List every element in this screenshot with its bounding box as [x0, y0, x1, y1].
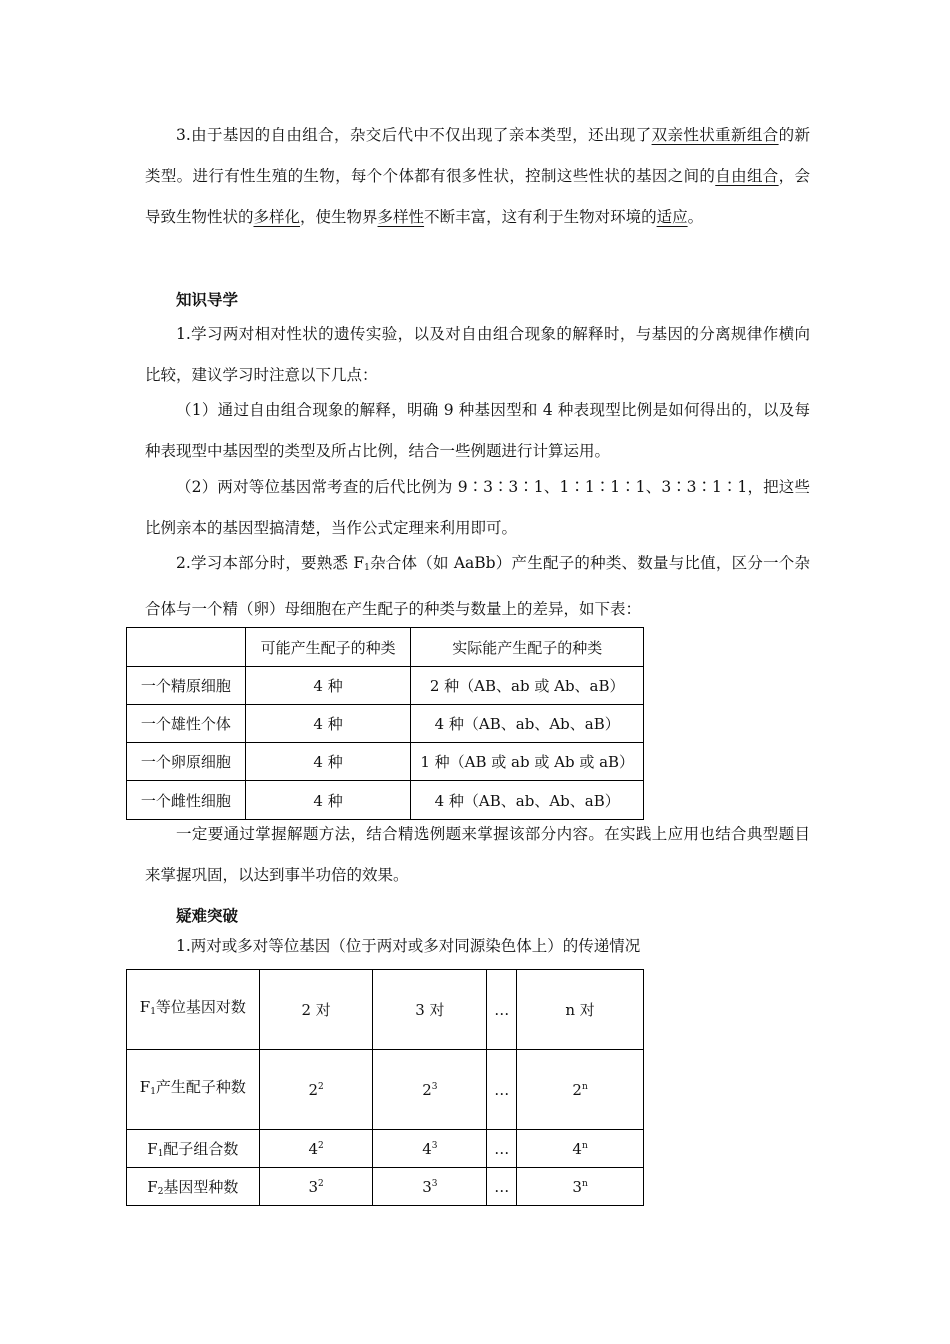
table-cell: 一个雄性个体 [127, 705, 246, 743]
table-cell [373, 1050, 487, 1130]
table-cell [259, 1130, 373, 1168]
text-run: 3 [422, 1177, 432, 1196]
text-run: ，使生物界 [300, 208, 378, 226]
superscript: n [581, 1178, 588, 1189]
section3-paragraph [145, 115, 810, 238]
table-header-cell: 可能产生配子的种类 [245, 628, 411, 667]
guide-paragraph-2: （1）通过自由组合现象的解释，明确 9 种基因型和 4 种表现型比例是如何得出的，以及每种表现型中基因型的类型及所占比例，结合一些例题进行计算运用。 [145, 401, 810, 460]
text-run: F [139, 1077, 151, 1096]
table-row [127, 743, 644, 781]
text-run: 的新类型。进行有性生殖的生物，每个个体都有很多性状，控制这些性状的基因之间的 [145, 126, 810, 185]
underlined-term: 自由组合 [715, 167, 779, 185]
table-header-cell: 实际能产生配子的种类 [411, 628, 644, 667]
table-cell [517, 1130, 644, 1168]
table-cell: 4 种 [245, 667, 411, 705]
table-cell: … [487, 1050, 517, 1130]
table-cell: 4 种（AB、ab、Ab、aB） [411, 781, 644, 820]
table-row-label [127, 1168, 260, 1206]
table-cell [259, 1168, 373, 1206]
text-run: 不断丰富，这有利于生物对环境的 [424, 208, 657, 226]
table-cell: … [487, 1168, 517, 1206]
table-cell: 2 对 [259, 970, 373, 1050]
superscript: n [581, 1081, 588, 1092]
table-row [127, 1168, 644, 1206]
subscript: 1 [150, 1086, 156, 1097]
table-row-label [127, 1050, 260, 1130]
text-run: 杂合体（如 AaBb）产生配子的种类、数量与比值，区分一个杂合体与一个精（卵）母细胞在产生配子的种类与数量上的差异，如下表： [145, 554, 810, 618]
table-cell: … [487, 970, 517, 1050]
table-cell [517, 1168, 644, 1206]
superscript: 2 [318, 1178, 324, 1189]
text-run: 3 [572, 1177, 582, 1196]
underlined-term: 适应 [656, 208, 688, 226]
table-cell: 1 种（AB 或 ab 或 Ab 或 aB） [411, 743, 644, 781]
text-run: 基因型种数 [163, 1178, 239, 1196]
table-cell [259, 1050, 373, 1130]
text-run: 4 [572, 1139, 582, 1158]
table-cell [373, 1168, 487, 1206]
text-run: 。 [687, 208, 704, 226]
superscript: 2 [318, 1081, 324, 1092]
table-row [127, 970, 644, 1050]
table-cell: … [487, 1130, 517, 1168]
difficulty-paragraph-1: 1.两对或多对等位基因（位于两对或多对同源染色体上）的传递情况 [176, 937, 641, 955]
guide-paragraph-5: 一定要通过掌握解题方法，结合精选例题来掌握该部分内容。在实践上应用也结合典型题目来掌握巩固，以达到事半功倍的效果。 [145, 825, 810, 884]
text-run: F [147, 1140, 158, 1158]
text-run: 4 [422, 1139, 432, 1158]
table-cell: 一个精原细胞 [127, 667, 246, 705]
superscript: n [581, 1140, 588, 1151]
table-cell: 2 种（AB、ab 或 Ab、aB） [411, 667, 644, 705]
text-run: 配子组合数 [163, 1140, 239, 1158]
table-row-label [127, 1130, 260, 1168]
underlined-term: 多样化 [253, 208, 301, 226]
section-heading-guide: 知识导学 [176, 291, 239, 309]
text-run: F [147, 1178, 158, 1196]
table-cell: 4 种 [245, 705, 411, 743]
underlined-term: 双亲性状重新组合 [651, 126, 779, 144]
table-cell [373, 1130, 487, 1168]
underlined-term: 多样性 [377, 208, 425, 226]
text-run: 4 [308, 1139, 318, 1158]
text-run: 等位基因对数 [155, 997, 246, 1016]
text-run: 3 [308, 1177, 318, 1196]
table-cell [517, 1050, 644, 1130]
section-heading-difficulty: 疑难突破 [176, 907, 239, 925]
allele-transmission-table [126, 969, 644, 1206]
subscript: 2 [157, 1187, 164, 1197]
table-cell: 一个卵原细胞 [127, 743, 246, 781]
text-run: F [139, 997, 151, 1016]
subscript: 1 [364, 563, 370, 573]
text-run: 2 [308, 1080, 318, 1099]
subscript: 1 [150, 1006, 156, 1017]
table-row-label [127, 970, 260, 1050]
guide-paragraph-3: （2）两对等位基因常考查的后代比例为 9∶3∶3∶1、1∶1∶1∶1、3∶3∶1∶1，把这些比例亲本的基因型搞清楚，当作公式定理来利用即可。 [145, 478, 810, 537]
table-cell: 一个雌性细胞 [127, 781, 246, 820]
superscript: 3 [431, 1081, 438, 1092]
text-run: 2 [422, 1080, 432, 1099]
text-run: ，会导致生物性状的 [145, 167, 810, 226]
table-header-cell [127, 628, 246, 667]
table-cell: 4 种（AB、ab、Ab、aB） [411, 705, 644, 743]
text-run: 2.学习本部分时，要熟悉 F [176, 554, 365, 572]
table-row [127, 1050, 644, 1130]
table-cell: 4 种 [245, 781, 411, 820]
subscript: 1 [157, 1149, 164, 1159]
table-cell: n 对 [517, 970, 644, 1050]
superscript: 3 [431, 1140, 438, 1151]
guide-paragraph-4 [145, 543, 810, 630]
gamete-types-table [126, 627, 644, 820]
text-run: 3.由于基因的自由组合，杂交后代中不仅出现了亲本类型，还出现了 [176, 126, 652, 144]
guide-paragraph-1: 1.学习两对相对性状的遗传实验，以及对自由组合现象的解释时，与基因的分离规律作横向比较，建议学习时注意以下几点： [145, 325, 810, 384]
table-row [127, 667, 644, 705]
text-run: 产生配子种数 [155, 1077, 246, 1096]
table-row [127, 1130, 644, 1168]
table-row [127, 705, 644, 743]
table-cell: 3 对 [373, 970, 487, 1050]
text-run: 2 [572, 1080, 582, 1099]
table-cell: 4 种 [245, 743, 411, 781]
superscript: 3 [431, 1178, 438, 1189]
superscript: 2 [318, 1140, 324, 1151]
table-header-row [127, 628, 644, 667]
